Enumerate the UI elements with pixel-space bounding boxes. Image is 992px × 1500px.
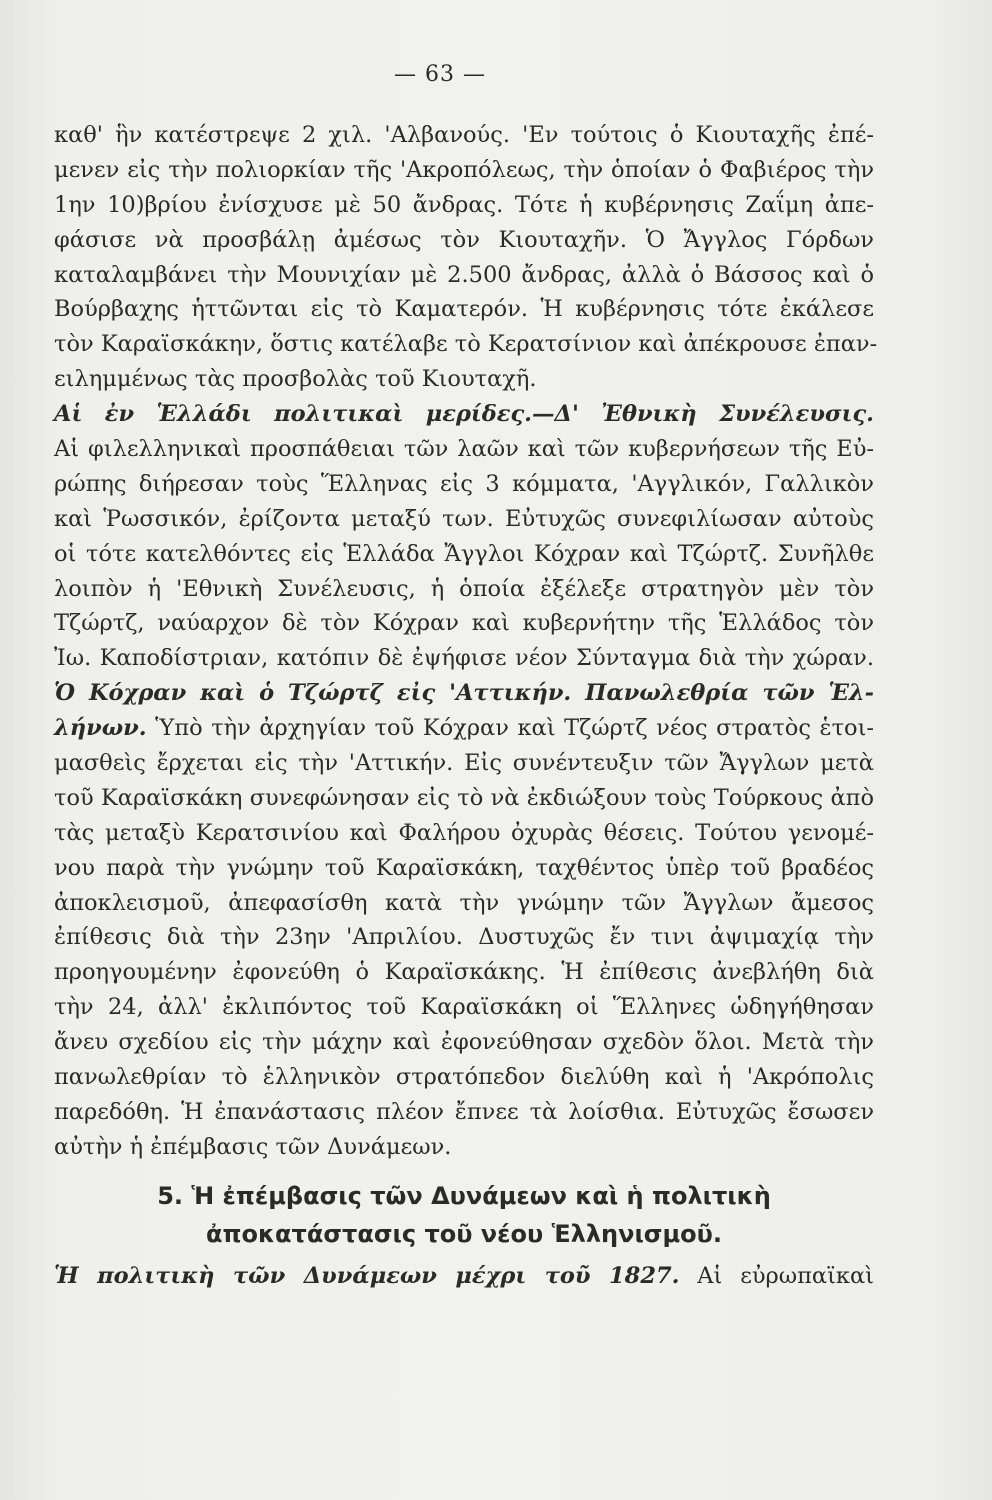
text-line: πανωλεθρίαν τὸ ἑλληνικὸν στρατόπεδον διελύθη καὶ ἡ 'Ακρόπολις — [54, 1064, 874, 1091]
text-line: Τζώρτζ, ναύαρχον δὲ τὸν Κόχραν καὶ κυβερνήτην τῆς Ἑλλάδος τὸν — [54, 610, 874, 637]
paragraph-3-first-line: Ὑπὸ τὴν ἀρχηγίαν τοῦ Κόχραν καὶ Τζώρτζ νέος στρατὸς ἑτοι- — [146, 715, 874, 742]
text-line: ἐπίθεσις διὰ τὴν 23ην 'Απριλίου. Δυστυχῶς ἔν τινι ἀψιμαχίᾳ τὴν — [54, 924, 874, 951]
section-heading-line: 5. Ἡ ἐπέμβασις τῶν Δυνάμεων καὶ ἡ πολιτικὴ — [157, 1181, 771, 1210]
text-line — [54, 711, 874, 746]
text-line: αὐτὴν ἡ ἐπέμβασις τῶν Δυνάμεων. — [54, 1133, 452, 1160]
text-line: τὴν 24, ἀλλ' ἐκλιπόντος τοῦ Καραϊσκάκη οἱ Ἕλληνες ὡδηγήθησαν — [54, 994, 874, 1021]
text-line — [54, 1259, 874, 1294]
text-line: καθ' ἣν κατέστρεψε 2 χιλ. 'Αλβανούς. 'Εν τούτοις ὁ Κιουταχῆς ἐπέ- — [54, 122, 874, 148]
subheading-continuation: λήνων. — [54, 715, 147, 742]
paragraph-2 — [54, 432, 874, 676]
text-line: ρώπης διήρεσαν τοὺς Ἕλληνας εἰς 3 κόμματα, 'Αγγλικόν, Γαλλικὸν — [54, 470, 874, 497]
text-line: Βούρβαχης ἡττῶνται εἰς τὸ Καματερόν. Ἡ κυβέρνησις τότε ἐκάλεσε — [54, 296, 874, 323]
text-line: οἱ τότε κατελθόντες εἰς Ἑλλάδα Ἄγγλοι Κόχραν καὶ Τζώρτζ. Συνῆλθε — [54, 540, 874, 567]
spacer — [54, 1165, 874, 1177]
text-line: ἀποκλεισμοῦ, ἀπεφασίσθη κατὰ τὴν γνώμην τῶν Ἄγγλων ἄμεσος — [54, 889, 874, 916]
text-line: φάσισε νὰ προσβάλῃ ἀμέσως τὸν Κιουταχῆν. Ὁ Ἄγγλος Γόρδων — [54, 226, 874, 253]
subheading-powers-policy: Ἡ πολιτικὴ τῶν Δυνάμεων μέχρι τοῦ 1827. — [54, 1262, 680, 1289]
text-line: καὶ Ῥωσσικόν, ἐρίζοντα μεταξύ των. Εὐτυχῶς συνεφιλίωσαν αὐτοὺς — [54, 505, 874, 532]
text-line: τὰς μεταξὺ Κερατσινίου καὶ Φαλήρου ὀχυρὰς θέσεις. Τούτου γενομέ- — [54, 819, 874, 846]
text-line: καταλαμβάνει τὴν Μουνιχίαν μὲ 2.500 ἄνδρας, ἀλλὰ ὁ Βάσσος καὶ ὁ — [54, 261, 874, 288]
paragraph-1 — [54, 118, 878, 397]
subheading-cochrane-church: Ὁ Κόχραν καὶ ὁ Τζώρτζ εἰς 'Αττικήν. Πανωλεθρία τῶν Ἑλ- — [54, 680, 874, 707]
text-line: Αἱ φιλελληνικαὶ προσπάθειαι τῶν λαῶν καὶ τῶν κυβερνήσεων τῆς Εὐ- — [54, 436, 874, 463]
subheading-political-parties: Αἱ ἐν Ἑλλάδι πολιτικαὶ μερίδες.—Δ' Ἐθνικὴ Συνέλευσις. — [54, 401, 874, 428]
paragraph-3 — [54, 711, 874, 1165]
text-line: τὸν Καραϊσκάκην, ὅστις κατέλαβε τὸ Κερατσίνιον καὶ ἀπέκρουσε ἐπαν- — [54, 331, 878, 358]
body-text — [54, 118, 878, 1294]
text-line: Ἰω. Καποδίστριαν, κατόπιν δὲ ἐψήφισε νέον Σύνταγμα διὰ τὴν χώραν. — [54, 645, 874, 672]
text-line: τοῦ Καραϊσκάκη συνεφώνησαν εἰς τὸ νὰ ἐκδιώξουν τοὺς Τούρκους ἀπὸ — [54, 784, 874, 811]
text-line: παρεδόθη. Ἡ ἐπανάστασις πλέον ἔπνεε τὰ λοίσθια. Εὐτυχῶς ἔσωσεν — [54, 1098, 874, 1125]
text-line: ειλημμένως τὰς προσβολὰς τοῦ Κιουταχῆ. — [54, 366, 537, 393]
text-line: μασθεὶς ἔρχεται εἰς τὴν 'Αττικήν. Εἰς συνέντευξιν τῶν Ἄγγλων μετὰ — [54, 750, 874, 777]
text-line: ἄνευ σχεδίου εἰς τὴν μάχην καὶ ἐφονεύθησαν σχεδὸν ὅλοι. Μετὰ τὴν — [54, 1029, 874, 1056]
text-line: 1ην 10)βρίου ἐνίσχυσε μὲ 50 ἄνδρας. Τότε ἡ κυβέρνησις Ζαΐμη ἀπε- — [54, 191, 874, 218]
text-line: λοιπὸν ἡ 'Εθνικὴ Συνέλευσις, ἡ ὁποία ἐξέλεξε στρατηγὸν μὲν τὸν — [54, 575, 874, 602]
section-heading — [54, 1177, 874, 1253]
paragraph-4-first-line: Αἱ εὐρωπαϊκαὶ — [679, 1262, 874, 1289]
text-line: νου παρὰ τὴν γνώμην τοῦ Καραϊσκάκη, ταχθέντος ὑπὲρ τοῦ βραδέος — [54, 854, 874, 881]
text-line: μενεν εἰς τὴν πολιορκίαν τῆς 'Ακροπόλεως, τὴν ὁποίαν ὁ Φαβιέρος τὴν — [54, 156, 874, 183]
section-heading-line: ἀποκατάστασις τοῦ νέου Ἑλληνισμοῦ. — [206, 1219, 722, 1248]
page-number: — 63 — — [394, 62, 486, 87]
text-line: προηγουμένην ἐφονεύθη ὁ Καραϊσκάκης. Ἡ ἐπίθεσις ἀνεβλήθη διὰ — [54, 959, 874, 986]
